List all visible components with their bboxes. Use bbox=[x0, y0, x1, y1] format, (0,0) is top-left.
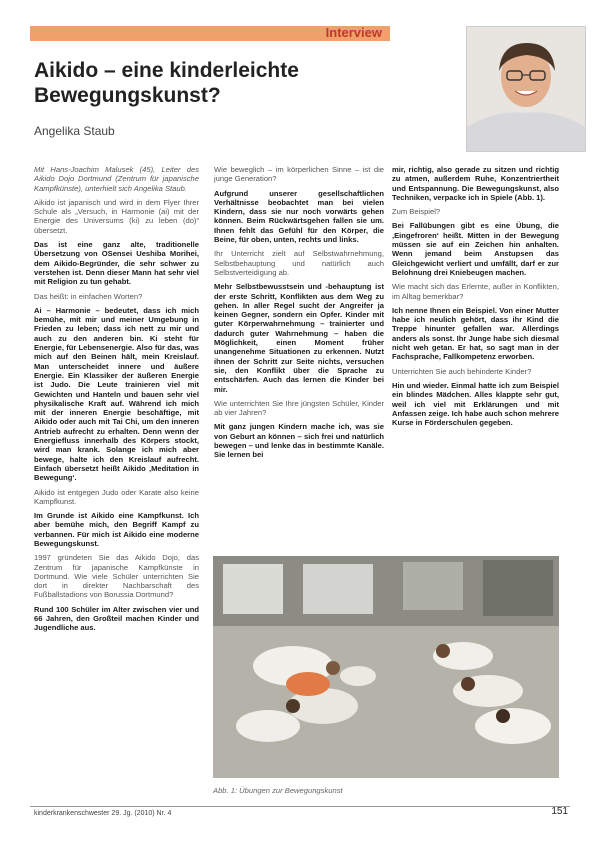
training-photo bbox=[213, 556, 559, 778]
answer-paragraph: Rund 100 Schüler im Alter zwischen vier und 66 Jahren, den Großteil machen Kinder und Jugendliche aus. bbox=[34, 604, 199, 633]
answer-paragraph: Das ist eine ganz alte, traditionelle Übersetzung von OSensei Ueshiba Morihei, dem Aikido-Begründer, die sehr schwer zu verstehen ist. Denn dieser Mann hat sehr viel mit Religion zu tun gehabt. bbox=[34, 240, 199, 287]
section-banner bbox=[30, 26, 390, 41]
answer-paragraph: Aufgrund unserer gesellschaftlichen Verhältnisse beobachtet man bei vielen Kindern, dass sie nur noch vorwärts gehen können. Beim Rückwärtsgehen fallen sie um. Ihnen fehlt das Gefühl für den Körper, die Beine, für oben, unten, rechts und links. bbox=[214, 188, 384, 245]
answer-paragraph: Ai – Harmonie – bedeutet, dass ich mich bemühe, mit mir und meiner Umgebung in Frieden zu leben; dass ich nett zu mir und auch zu den anderen bin. Ki steht für Energie, für Lebensenergie. Also für das, was mich auf den Beinen hält, mein Kreislauf. Man unterscheidet innere und äußere Energie. Ein Klassiker der äußeren Energie ist Judo. Die Leute trainieren viel mit Gewichten und Hanteln und bauen sehr viel physikalische Kraft auf. Während ich mich mit der inneren Energie beschäftige, mit Aikido oder auch mit Tai Chi, um den inneren Antrieb aufrecht zu erhalten. Denn wenn der Energiefluss innerhalb des Körpers stockt, wird man krank. Solange ich mich aber bewege, halte ich den Kreislauf aufrecht. Einfach übersetzt heißt Aikido ‚Meditation in Bewegung‘. bbox=[34, 305, 199, 483]
footer-divider bbox=[30, 806, 570, 807]
author-portrait bbox=[466, 26, 586, 152]
question-paragraph: 1997 gründeten Sie das Aikido Dojo, das Zentrum für japanische Kampfkünste in Dortmund. Wie viele Schüler unterrichten Sie dort in direkter Nachbarschaft des Fußballstadions von Borussia Dortmund? bbox=[34, 553, 199, 600]
column-3 bbox=[392, 165, 559, 432]
answer-paragraph: mir, richtig, also gerade zu sitzen und richtig zu atmen, außerdem Ruhe, Konzentriertheit und Entspannung. Die Bewegungskunst, also Techniken, verpacke ich in Spiele (Abb. 1). bbox=[392, 165, 559, 202]
question-paragraph: Das heißt: in einfachen Worten? bbox=[34, 291, 143, 301]
question-paragraph: Unterrichten Sie auch behinderte Kinder? bbox=[392, 366, 532, 376]
answer-paragraph: Mehr Selbstbewusstsein und -behauptung ist der erste Schritt, Konflikten aus dem Weg zu gehen. In aller Regel sucht der Angreifer ja keinen Gegner, sondern ein Opfer. Kinder mit guter Körperwahrnehmung – trainierter und dadurch guter Wahrnehmung – haben die Möglichkeit, einen Moment früher unangenehme Situationen zu erkennen. Nutzt ihnen der Schritt zur Seite nichts, versuchen sie, den Konflikt über die Sprache zu entschärfen. Auch das lernen die Kinder bei mir. bbox=[214, 282, 384, 394]
section-label: Interview bbox=[325, 25, 382, 40]
question-paragraph: Wie beweglich – im körperlichen Sinne – ist die junge Generation? bbox=[214, 165, 384, 184]
answer-paragraph: Hin und wieder. Einmal hatte ich zum Beispiel ein blindes Mädchen. Alles klappte sehr gut, weil ich viel mit Erklärungen und mit Anfassen zeige. Ich habe auch schon mehrere Kurse in Förderschulen gegeben. bbox=[392, 380, 559, 428]
question-paragraph: Wie macht sich das Erlernte, außer in Konflikten, im Alltag bemerkbar? bbox=[392, 282, 559, 301]
page-number: 151 bbox=[551, 806, 568, 817]
answer-paragraph: Bei Fallübungen gibt es eine Übung, die ‚Eingefroren‘ heißt. Mitten in der Bewegung müssen sie auf ein Zeichen hin anhalten. Wenn jemand beim Anstupsen das Gleichgewicht verliert und umfällt, darf er zur Belohnung drei Kniebeugen machen. bbox=[392, 221, 559, 277]
answer-paragraph: Im Grunde ist Aikido eine Kampfkunst. Ich aber bemühe mich, den Begriff Kampf zu verbannen. Für mich ist Aikido eine moderne Bewegungskunst. bbox=[34, 511, 199, 548]
article-author: Angelika Staub bbox=[34, 124, 115, 138]
article-title: Aikido – eine kinderleichte Bewegungskunst? bbox=[34, 59, 299, 107]
question-paragraph: Zum Beispiel? bbox=[392, 207, 441, 217]
intro-paragraph: Mit Hans-Joachim Malusek (45), Leiter des Aikido Dojo Dortmund (Zentrum für japanische Kampfkünste), unterhielt sich Angelika Staub. bbox=[34, 165, 199, 193]
photo-caption: Abb. 1: Übungen zur Bewegungskunst bbox=[213, 786, 343, 795]
question-paragraph: Aikido ist entgegen Judo oder Karate also keine Kampfkunst. bbox=[34, 487, 199, 506]
column-1 bbox=[34, 165, 199, 638]
answer-paragraph: Mit ganz jungen Kindern mache ich, was sie von Geburt an können – sich frei und natürlich bewegen – und lenke das in bestimmte Kanäle. Sie lernen bei bbox=[214, 422, 384, 460]
journal-reference: kinderkrankenschwester 29. Jg. (2010) Nr. 4 bbox=[34, 810, 172, 817]
question-paragraph: Wie unterrichten Sie Ihre jüngsten Schüler, Kinder ab vier Jahren? bbox=[214, 398, 384, 418]
question-paragraph: Ihr Unterricht zielt auf Selbstwahrnehmung, Selbstbehauptung und natürlich auch Selbstverteidigung ab. bbox=[214, 249, 384, 277]
column-2 bbox=[214, 165, 384, 465]
question-paragraph: Aikido ist japanisch und wird in dem Flyer Ihrer Schule als „Versuch, in Harmonie (ai) mit der Energie des Universums (ki) zu leben (do)“ übersetzt. bbox=[34, 197, 199, 235]
answer-paragraph: Ich nenne Ihnen ein Beispiel. Von einer Mutter habe ich neulich gehört, dass ihr Kind die Treppe hinunter gefallen war. Allerdings anders als sonst. Ihr Junge habe sich diesmal nicht weh getan. Er hat, so sagt man in der Fachsprache, Fallkompetenz erworben. bbox=[392, 305, 559, 362]
